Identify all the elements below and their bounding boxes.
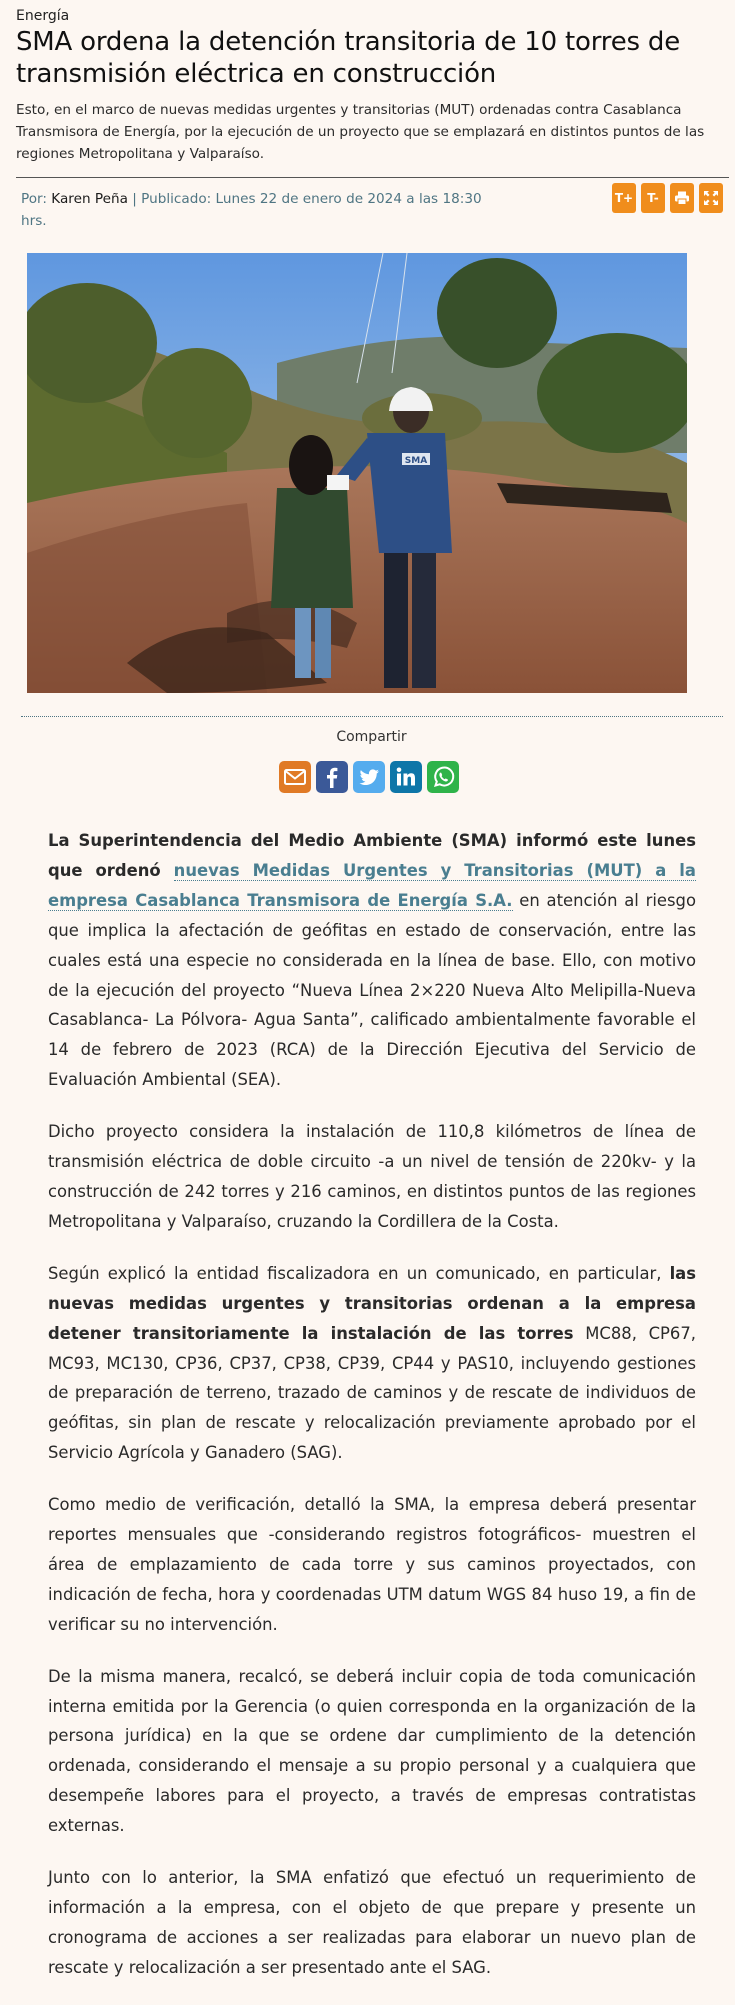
article-title: SMA ordena la detención transitoria de 10 torres de transmisión eléctrica en construcción (16, 27, 681, 89)
vest-text: SMA (404, 456, 428, 466)
share-linkedin-button[interactable] (390, 761, 422, 793)
byline-by-label: Por: (21, 191, 52, 207)
body-paragraph: Como medio de verificación, detalló la SMA, la empresa deberá presentar reportes mensuales que -considerando registros fotográficos- muestren el área de emplazamiento de cada torre y sus caminos proyectados, con indicación de fecha, hora y coordenadas UTM datum WGS 84 huso 19, a fin de verificar su no intervención. (48, 1495, 696, 1634)
body-paragraph (48, 1259, 696, 1468)
linkedin-icon (393, 764, 419, 790)
article-category[interactable]: Energía (16, 8, 70, 24)
byline-published: | Publicado: Lunes 22 de enero de 2024 a las 18:30 hrs. (21, 191, 482, 229)
whatsapp-icon (430, 764, 456, 790)
share-buttons (279, 761, 459, 793)
body-paragraph (48, 826, 696, 1095)
share-label: Compartir (336, 729, 407, 745)
share-divider (21, 716, 723, 717)
article-photo (27, 253, 687, 693)
fullscreen-button[interactable] (699, 183, 723, 213)
printer-icon (674, 190, 690, 206)
print-button[interactable] (670, 183, 694, 213)
reading-tools (612, 183, 723, 213)
body-paragraph: Junto con lo anterior, la SMA enfatizó que efectuó un requerimiento de información a la empresa, con el objeto de que prepare y presente un cronograma de acciones a ser realizadas para elaborar un nuevo plan de rescate y relocalización a ser presentado ante el SAG. (48, 1868, 696, 1977)
body-paragraph: Dicho proyecto considera la instalación de 110,8 kilómetros de línea de transmisión eléctrica de doble circuito -a un nivel de tensión de 220kv- y la construcción de 242 torres y 216 caminos, en distintos puntos de las regiones Metropolitana y Valparaíso, cruzando la Cordillera de la Costa. (48, 1122, 696, 1231)
email-icon (282, 764, 308, 790)
share-email-button[interactable] (279, 761, 311, 793)
expand-icon (703, 190, 719, 206)
facebook-icon (319, 764, 345, 790)
share-twitter-button[interactable] (353, 761, 385, 793)
share-facebook-button[interactable] (316, 761, 348, 793)
decrease-font-button[interactable]: T- (641, 183, 665, 213)
increase-font-button[interactable]: T+ (612, 183, 636, 213)
body-p3-emphasis: las nuevas medidas urgentes y transitorias ordenan a la empresa detener transitoriamente la instalación de las torres (48, 1263, 696, 1343)
byline (21, 188, 491, 232)
twitter-icon (356, 764, 382, 790)
body-paragraph: De la misma manera, recalcó, se deberá incluir copia de toda comunicación interna emitida por la Gerencia (o quien corresponda en la organización de la persona jurídica) en la que se ordene dar cumplimiento de la detención ordenada, considerando el mensaje a su propio personal y a cualquiera que desempeñe labores para el proyecto, a través de empresas contratistas externas. (48, 1666, 696, 1836)
header-divider (16, 177, 729, 178)
byline-author[interactable]: Karen Peña (51, 191, 128, 207)
article-lead: Esto, en el marco de nuevas medidas urgentes y transitorias (MUT) ordenadas contra Casablanca Transmisora de Energía, por la ejecución de un proyecto que se emplazará en distintos puntos de las regiones Metropolitana y Valparaíso. (16, 102, 705, 162)
mut-link[interactable]: nuevas Medidas Urgentes y Transitorias (MUT) a la empresa Casablanca Transmisora de Energía S.A. (48, 860, 696, 910)
body-p3-intro: Según explicó la entidad fiscalizadora en un comunicado, en particular, (48, 1263, 670, 1283)
body-p3-rest: MC88, CP67, MC93, MC130, CP36, CP37, CP38, CP39, CP44 y PAS10, incluyendo gestiones de preparación de terreno, trazado de caminos y de rescate de individuos de geófitas, sin plan de rescate y relocalización previamente aprobado por el Servicio Agrícola y Ganadero (SAG). (48, 1323, 696, 1463)
share-whatsapp-button[interactable] (427, 761, 459, 793)
body-p1-intro: La Superintendencia del Medio Ambiente (SMA) informó este lunes que ordenó (48, 831, 696, 880)
article-body (48, 826, 696, 2005)
body-p1-rest: en atención al riesgo que implica la afectación de geófitas en estado de conservación, entre las cuales está una especie no considerada en la línea de base. Ello, con motivo de la ejecución del proyecto “Nueva Línea 2×220 Nueva Alto Melipilla-Nueva Casablanca- La Pólvora- Agua Santa”, calificado ambientalmente favorable el 14 de febrero de 2023 (RCA) de la Dirección Ejecutiva del Servicio de Evaluación Ambiental (SEA). (48, 890, 696, 1090)
